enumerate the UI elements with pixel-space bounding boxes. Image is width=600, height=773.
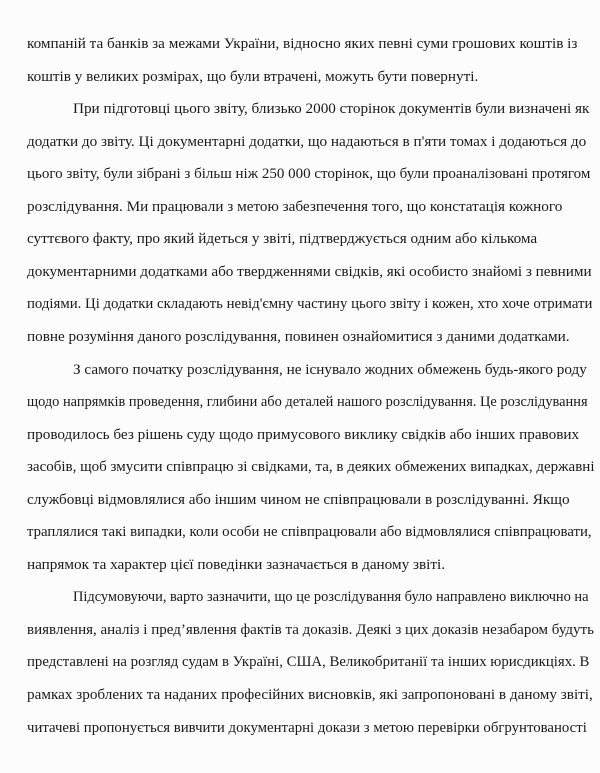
text-line: службовці відмовлялися або іншим чином не співпрацювали в розслідуванні. Якщо <box>27 490 570 508</box>
paragraph-first-line: З самого початку розслідування, не існувало жодних обмежень будь-якого роду <box>73 360 587 378</box>
text-line: виявлення, аналіз і пред’явлення фактів та доказів. Деякі з цих доказів незабаром будуть <box>27 621 594 638</box>
text-line: додатки до звіту. Ці документарні додатки, що надаються в п'яти томах і додаються до <box>27 132 587 150</box>
text-line: читачеві пропонується вивчити документарні докази з метою перевірки обгрунтованості <box>27 719 587 736</box>
text-line: засобів, щоб змусити співпрацю зі свідками, та, в деяких обмежених випадках, державні <box>27 459 595 476</box>
text-line: рамках зроблених та наданих професійних висновків, які запропоновані в даному звіті, <box>27 686 593 703</box>
text-line: подіями. Ці додатки складають невід'ємну частину цього звіту і кожен, хто хоче отримати <box>27 296 593 313</box>
text-line: представлені на розгляд судам в Україні, США, Великобританії та інших юрисдикціях. В <box>27 654 590 671</box>
text-line: повне розуміння даного розслідування, повинен ознайомитися з даними додатками. <box>27 327 570 345</box>
text-line: коштів у великих розмірах, що були втрачені, можуть бути повернуті. <box>27 67 479 85</box>
text-line: суттєвого факту, про який йдеться у звіті, підтверджується одним або кількома <box>27 230 538 248</box>
text-line: документарними додатками або твердженнями свідків, які особисто знайомі з певними <box>27 262 592 280</box>
text-line: траплялися такі випадки, коли особи не співпрацювали або відмовлялися співпрацювати, <box>27 524 592 541</box>
text-line: напрямок та характер цієї поведінки зазначається в даному звіті. <box>27 555 446 573</box>
text-line: цього звіту, були зібрані з більш ніж 250 000 сторінок, що були проаналізовані протягом <box>27 166 591 183</box>
text-line: щодо напрямків проведення, глибини або деталей нашого розслідування. Це розслідування <box>27 394 588 410</box>
text-line: проводилось без рішень суду щодо примусового виклику свідків або інших правових <box>27 425 580 443</box>
paragraph-first-line: При підготовці цього звіту, близько 2000 сторінок документів були визначені як <box>73 100 590 118</box>
text-line: розслідування. Ми працювали з метою забезпечення того, що констатація кожного <box>27 197 563 215</box>
text-line: компаній та банків за межами України, відносно яких певні суми грошових коштів із <box>27 35 578 52</box>
paragraph-first-line: Підсумовуючи, варто зазначити, що це розслідування було направлено виключно на <box>73 589 589 606</box>
